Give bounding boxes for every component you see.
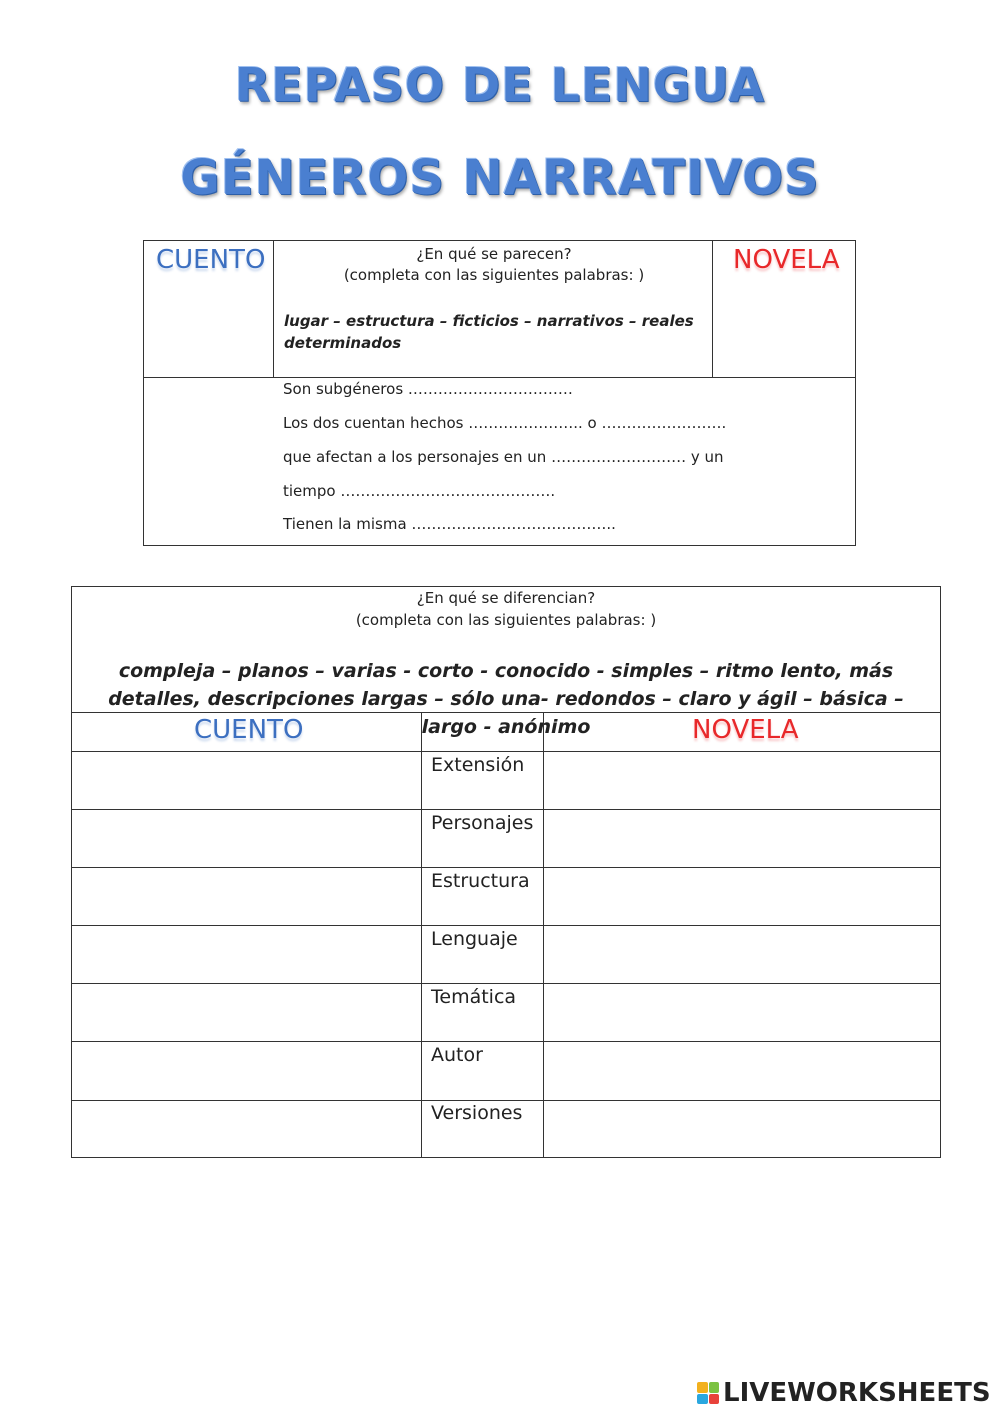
liveworksheets-logo — [697, 1376, 991, 1410]
table-divider — [144, 377, 855, 378]
row-label-extension: Extensión — [431, 754, 525, 776]
differences-question: ¿En qué se diferencian? — [416, 589, 596, 607]
logo-square — [709, 1382, 720, 1393]
logo-square — [697, 1394, 708, 1405]
novela-column-header: NOVELA — [692, 715, 799, 745]
page-title-line1: REPASO DE LENGUA — [234, 58, 766, 112]
column-divider — [421, 712, 422, 1158]
fill-sentence[interactable]: Son subgéneros …………………………… — [283, 380, 573, 398]
fill-sentence[interactable]: que afectan a los personajes en un ……………………… y un — [283, 448, 724, 466]
row-label-autor: Autor — [431, 1044, 483, 1066]
logo-square — [709, 1394, 720, 1405]
logo-icon — [697, 1382, 719, 1404]
similarities-table — [143, 240, 856, 546]
table-divider — [72, 712, 940, 713]
similarities-instruction: (completa con las siguientes palabras: ) — [343, 266, 645, 284]
fill-sentence[interactable]: tiempo ……………………………………. — [283, 482, 556, 500]
logo-square — [697, 1382, 708, 1393]
row-label-estructura: Estructura — [431, 870, 530, 892]
row-label-personajes: Personajes — [431, 812, 534, 834]
differences-table — [71, 586, 941, 1158]
novela-label: NOVELA — [733, 245, 840, 275]
logo-text: LIVEWORKSHEETS — [723, 1378, 991, 1408]
table-divider — [72, 867, 940, 868]
column-divider — [543, 712, 544, 1158]
table-divider — [72, 1100, 940, 1101]
fill-sentence[interactable]: Tienen la misma ………………………………….. — [283, 515, 616, 533]
row-label-lenguaje: Lenguaje — [431, 928, 518, 950]
cuento-cell — [144, 241, 274, 377]
similarities-question: ¿En qué se parecen? — [416, 245, 572, 263]
table-divider — [72, 1041, 940, 1042]
row-label-versiones: Versiones — [431, 1102, 523, 1124]
novela-cell — [712, 241, 855, 377]
table-divider — [72, 809, 940, 810]
table-divider — [72, 751, 940, 752]
differences-word-bank: compleja – planos – varias - corto - conocido - simples – ritmo lento, más detalles, descripciones largas – sólo una- redondos – claro y ágil – básica – largo - anónimo — [108, 660, 904, 738]
fill-sentence[interactable]: Los dos cuentan hechos ………………….. o ……………………. — [283, 414, 727, 432]
cuento-label: CUENTO — [156, 245, 266, 275]
table-divider — [72, 925, 940, 926]
similarities-word-bank: lugar – estructura – ficticios – narrativos – reales determinados — [284, 312, 694, 352]
similarities-instructions — [274, 241, 714, 377]
row-label-tematica: Temática — [431, 986, 517, 1008]
cuento-column-header: CUENTO — [194, 715, 304, 745]
page-title-line2: GÉNEROS NARRATIVOS — [180, 150, 820, 206]
differences-instruction: (completa con las siguientes palabras: ) — [355, 611, 657, 629]
table-divider — [72, 983, 940, 984]
